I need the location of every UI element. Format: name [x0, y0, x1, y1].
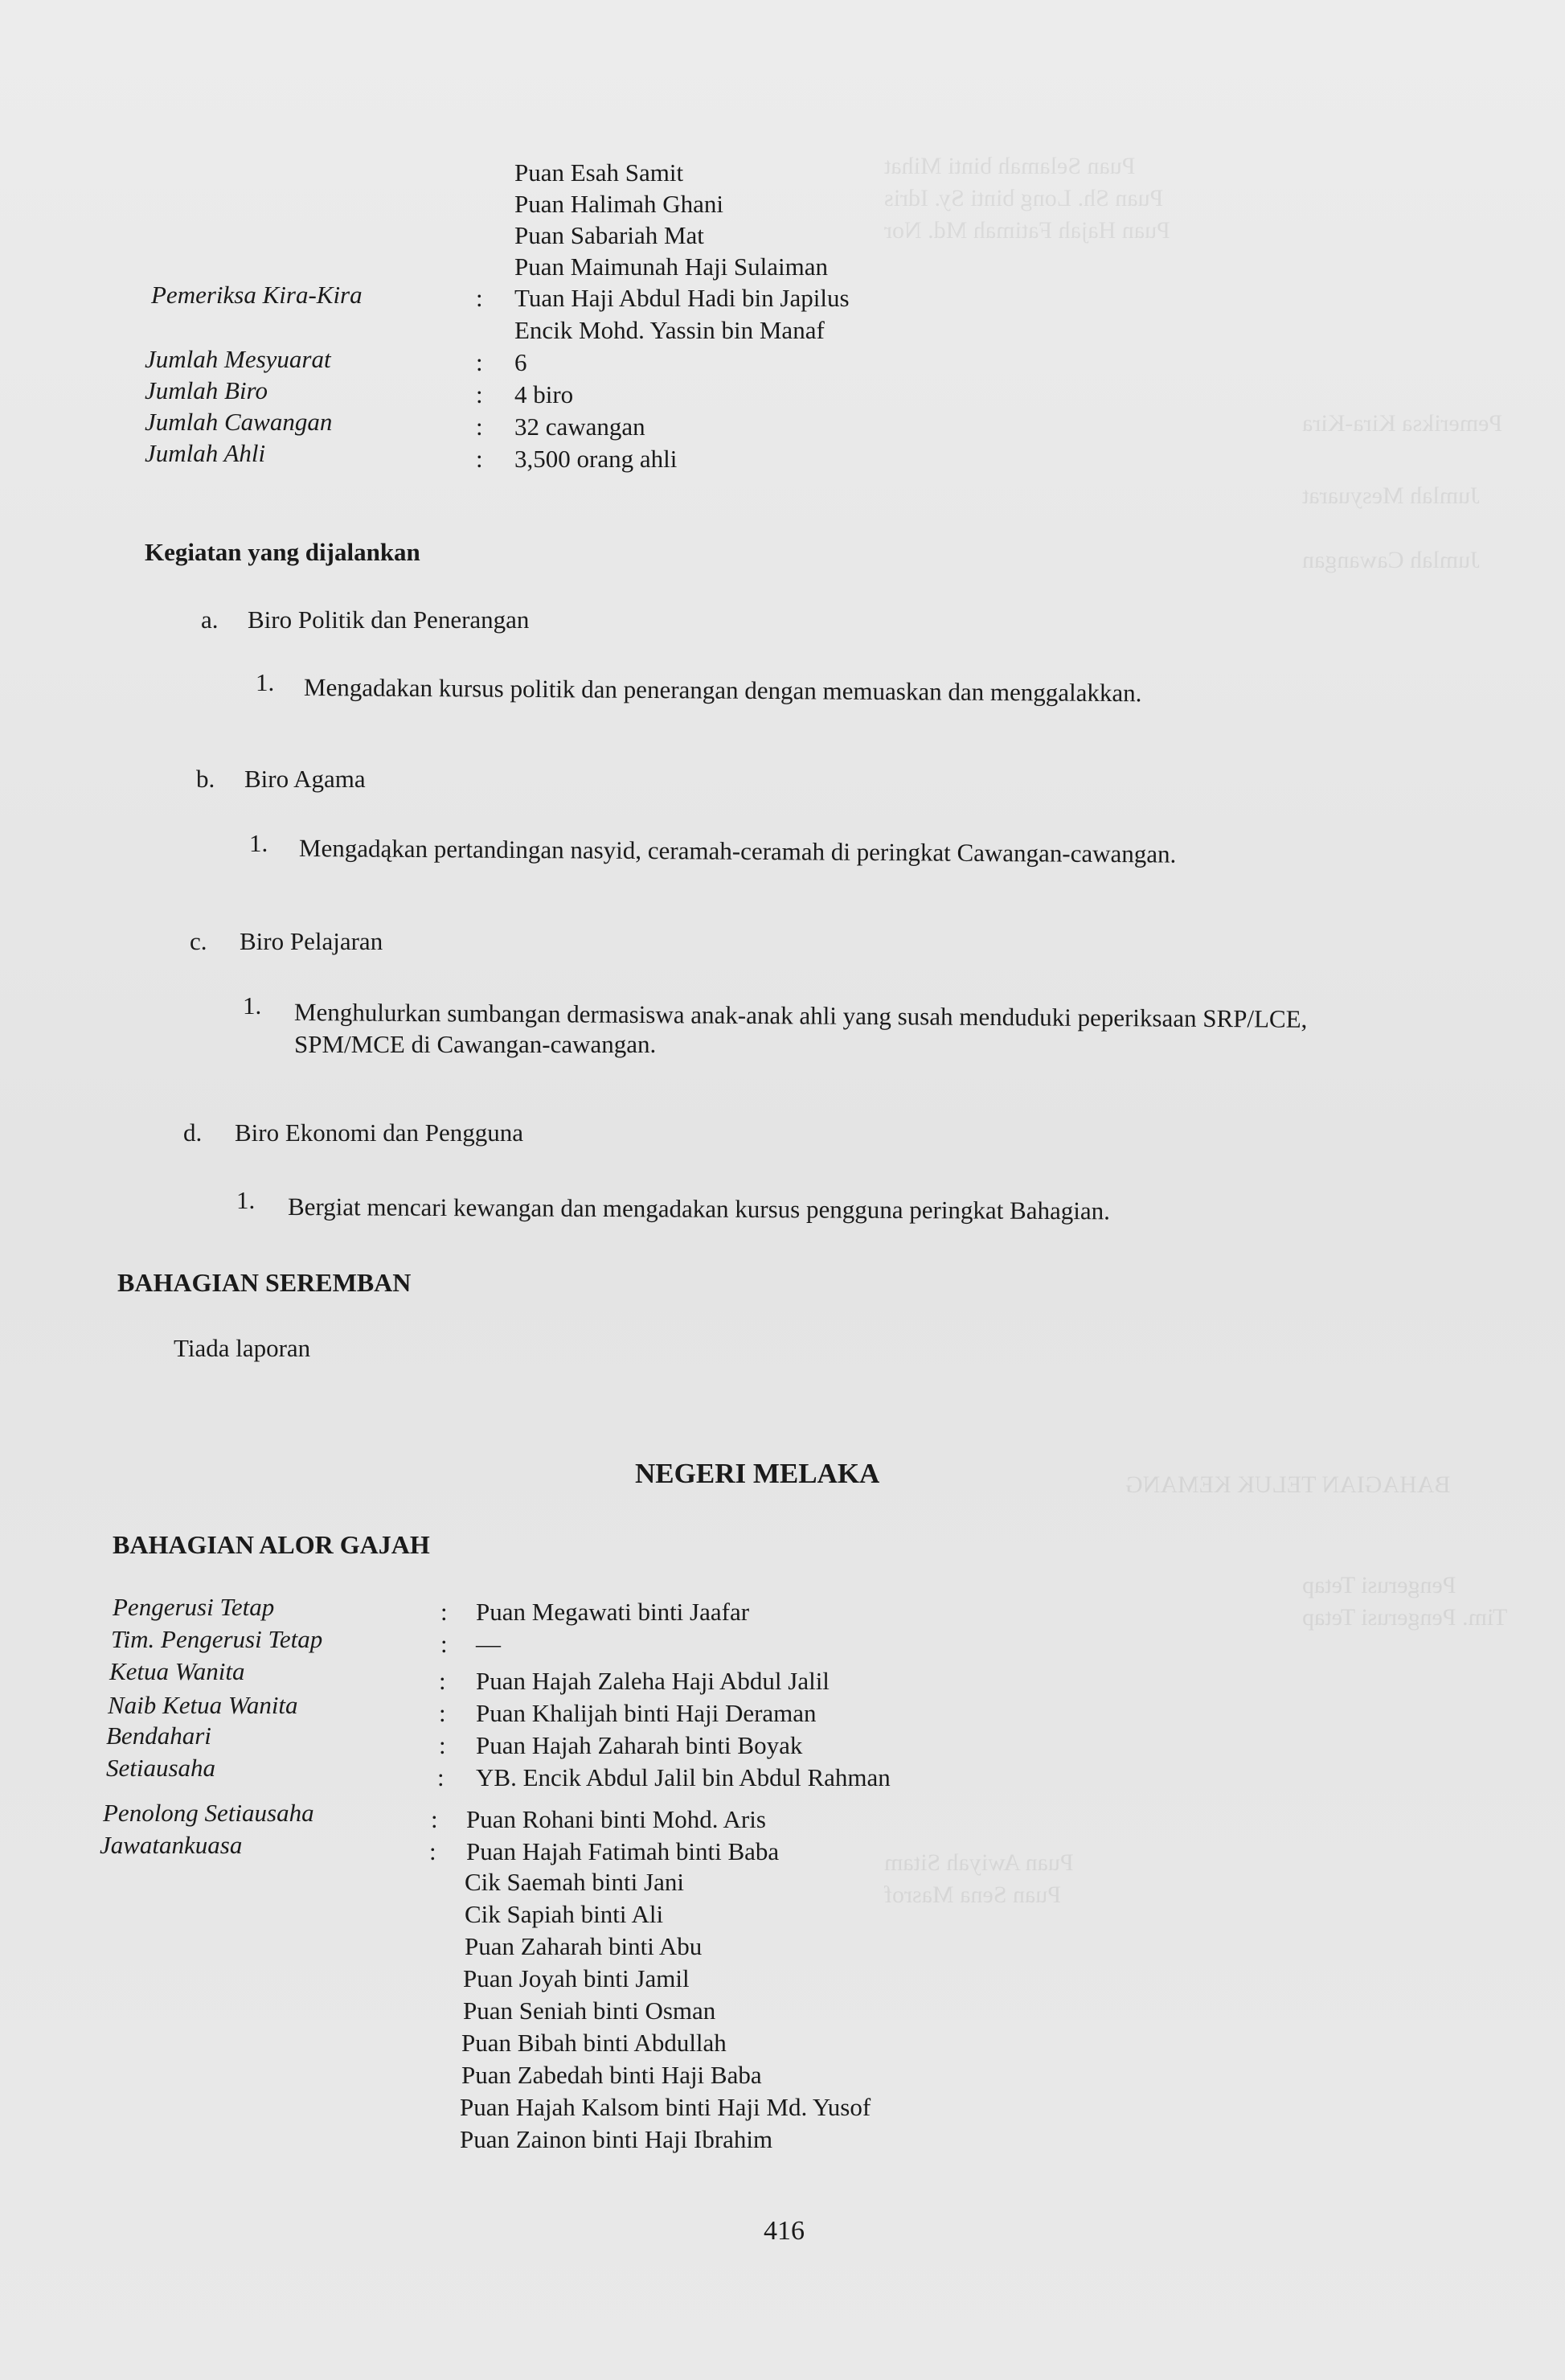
section-letter: b. [196, 765, 215, 793]
row-label: Penolong Setiausaha [103, 1799, 314, 1827]
row-label: Pengerusi Tetap [113, 1593, 275, 1621]
item-number: 1. [243, 991, 262, 1020]
member-name: Puan Esah Samit [514, 158, 684, 187]
row-value: Encik Mohd. Yassin bin Manaf [514, 316, 825, 344]
section-title: Biro Agama [244, 765, 366, 793]
row-label: Jumlah Mesyuarat [145, 345, 331, 373]
item-number: 1. [256, 668, 275, 696]
row-value: YB. Encik Abdul Jalil bin Abdul Rahman [476, 1763, 891, 1791]
section-letter: d. [183, 1118, 203, 1147]
item-text: Menghulurkan sumbangan dermasiswa anak-anak ahli yang susah menduduki peperiksaan SRP/LCE, [293, 998, 1308, 1033]
row-label: Tim. Pengerusi Tetap [111, 1625, 323, 1653]
colon: : [440, 1630, 448, 1658]
row-value: Puan Hajah Zaleha Haji Abdul Jalil [476, 1667, 830, 1695]
colon: : [437, 1763, 445, 1791]
row-label: Pemeriksa Kira-Kira [151, 281, 363, 309]
section-title: Biro Ekonomi dan Pengguna [235, 1118, 524, 1147]
row-value: Tuan Haji Abdul Hadi bin Japilus [514, 284, 850, 312]
member-name: Puan Bibah binti Abdullah [461, 2029, 727, 2057]
row-label: Jumlah Biro [145, 376, 268, 404]
item-number: 1. [236, 1186, 256, 1214]
member-name: Puan Maimunah Haji Sulaiman [514, 252, 829, 281]
item-text: Bergiat mencari kewangan dan mengadakan kursus pengguna peringkat Bahagian. [287, 1192, 1111, 1225]
section-letter: a. [201, 605, 219, 634]
bahagian-heading: BAHAGIAN ALOR GAJAH [113, 1530, 430, 1559]
item-text: Mengadakan kursus politik dan penerangan dengan memuaskan dan menggalakkan. [303, 673, 1142, 708]
row-value: Puan Hajah Fatimah binti Baba [466, 1837, 780, 1865]
member-name: Puan Zabedah binti Haji Baba [461, 2061, 762, 2089]
member-name: Puan Sabariah Mat [514, 221, 704, 249]
item-text-continued: SPM/MCE di Cawangan-cawangan. [294, 1030, 657, 1058]
row-value: Puan Megawati binti Jaafar [476, 1598, 750, 1626]
row-label: Naib Ketua Wanita [108, 1691, 298, 1719]
row-label: Jumlah Ahli [145, 439, 266, 467]
bahagian-heading: BAHAGIAN SEREMBAN [117, 1268, 412, 1297]
row-label: Jumlah Cawangan [145, 408, 333, 436]
row-value: Puan Khalijah binti Haji Deraman [476, 1699, 817, 1727]
colon: : [431, 1805, 438, 1833]
row-value: — [476, 1630, 501, 1658]
colon: : [476, 412, 483, 441]
section-heading: Kegiatan yang dijalankan [145, 538, 420, 566]
row-value: 6 [514, 348, 527, 376]
member-name: Cik Sapiah binti Ali [465, 1900, 664, 1928]
item-text: Mengadąkan pertandingan nasyid, ceramah-ceramah di peringkat Cawangan-cawangan. [298, 834, 1177, 868]
bahagian-note: Tiada laporan [174, 1334, 311, 1362]
row-value: Puan Hajah Zaharah binti Boyak [476, 1731, 803, 1759]
member-name: Puan Halimah Ghani [514, 190, 724, 218]
section-title: Biro Politik dan Penerangan [248, 605, 530, 634]
colon: : [439, 1667, 446, 1695]
colon: : [440, 1598, 448, 1626]
row-label: Ketua Wanita [109, 1657, 245, 1685]
row-value: 3,500 orang ahli [514, 445, 678, 473]
row-value: Puan Rohani binti Mohd. Aris [466, 1805, 766, 1833]
document-page: Puan Selamah binti Mihat Puan Sh. Long binti Sy. Idris Puan Hajah Fatimah Md. Nor Pemeriksa Kira-Kira Jumlah Mesyuarat Jumlah Cawangan BAHAGIAN TELUK KEMANG Pengerusi Tetap Tim. Pengerusi Tetap Puan Awiyah Sitam Puan Sena Masrof Puan Esah Samit Puan Halimah Ghani Puan Sabariah Mat Puan Maimunah Haji Sulaiman Pemeriksa Kira-Kira : Tuan Haji Abdul Hadi bin Japilus Encik Mohd. Yassin bin Manaf Jumlah Mesyuarat : 6 Jumlah Biro : 4 biro Jumlah Cawangan : 32 cawangan Jumlah Ahli : 3,500 orang ahli Kegiatan yang dijalankan a. Biro Politik dan Penerangan 1. Mengadakan kursus politik dan penerangan dengan memuaskan dan menggalakkan. b. Biro Agama 1. Mengadąkan pertandingan nasyid, ceramah-ceramah di peringkat Cawangan-cawangan. c. Biro Pelajaran 1. Menghulurkan sumbangan dermasiswa anak-anak ahli yang susah menduduki peperiksaan SRP/LCE, SPM/MCE di Cawangan-cawangan. d. Biro Ekonomi dan Pengguna 1. Bergiat mencari kewangan dan mengadakan kursus pengguna peringkat Bahagian. BAHAGIAN SEREMBAN Tiada laporan NEGERI MELAKA BAHAGIAN ALOR GAJAH Pengerusi Tetap : Puan Megawati binti Jaafar Tim. Pengerusi Tetap : — Ketua Wanita : Puan Hajah Zaleha Haji Abdul Jalil Naib Ketua Wanita : Puan Khalijah binti Haji Deraman Bendahari : Puan Hajah Zaharah binti Boyak Setiausaha : YB. Encik Abdul Jalil bin Abdul Rahman Penolong Setiausaha : Puan Rohani binti Mohd. Aris Jawatankuasa : Puan Hajah Fatimah binti Baba Cik Saemah binti Jani Cik Sapiah binti Ali Puan Zaharah binti Abu Puan Joyah binti Jamil Puan Seniah binti Osman Puan Bibah binti Abdullah Puan Zabedah binti Haji Baba Puan Hajah Kalsom binti Haji Md. Yusof Puan Zainon binti Haji Ibrahim 416 [0, 0, 1565, 2380]
row-label: Bendahari [106, 1721, 211, 1750]
colon: : [476, 348, 483, 376]
member-name: Puan Joyah binti Jamil [463, 1964, 690, 1992]
row-label: Jawatankuasa [100, 1831, 243, 1859]
row-value: 4 biro [514, 380, 574, 408]
page-number: 416 [764, 2216, 805, 2246]
section-title: Biro Pelajaran [240, 927, 383, 955]
row-value: 32 cawangan [514, 412, 645, 441]
colon: : [476, 380, 483, 408]
member-name: Puan Zainon binti Haji Ibrahim [460, 2125, 773, 2153]
colon: : [439, 1699, 446, 1727]
colon: : [476, 284, 483, 312]
member-name: Cik Saemah binti Jani [465, 1868, 684, 1896]
colon: : [429, 1837, 436, 1865]
colon: : [476, 445, 483, 473]
state-title: NEGERI MELAKA [635, 1458, 880, 1489]
row-label: Setiausaha [106, 1754, 216, 1782]
item-number: 1. [249, 829, 268, 857]
member-name: Puan Zaharah binti Abu [465, 1932, 703, 1960]
colon: : [439, 1731, 446, 1759]
member-name: Puan Hajah Kalsom binti Haji Md. Yusof [460, 2093, 871, 2121]
section-letter: c. [190, 927, 207, 955]
member-name: Puan Seniah binti Osman [463, 1996, 716, 2025]
